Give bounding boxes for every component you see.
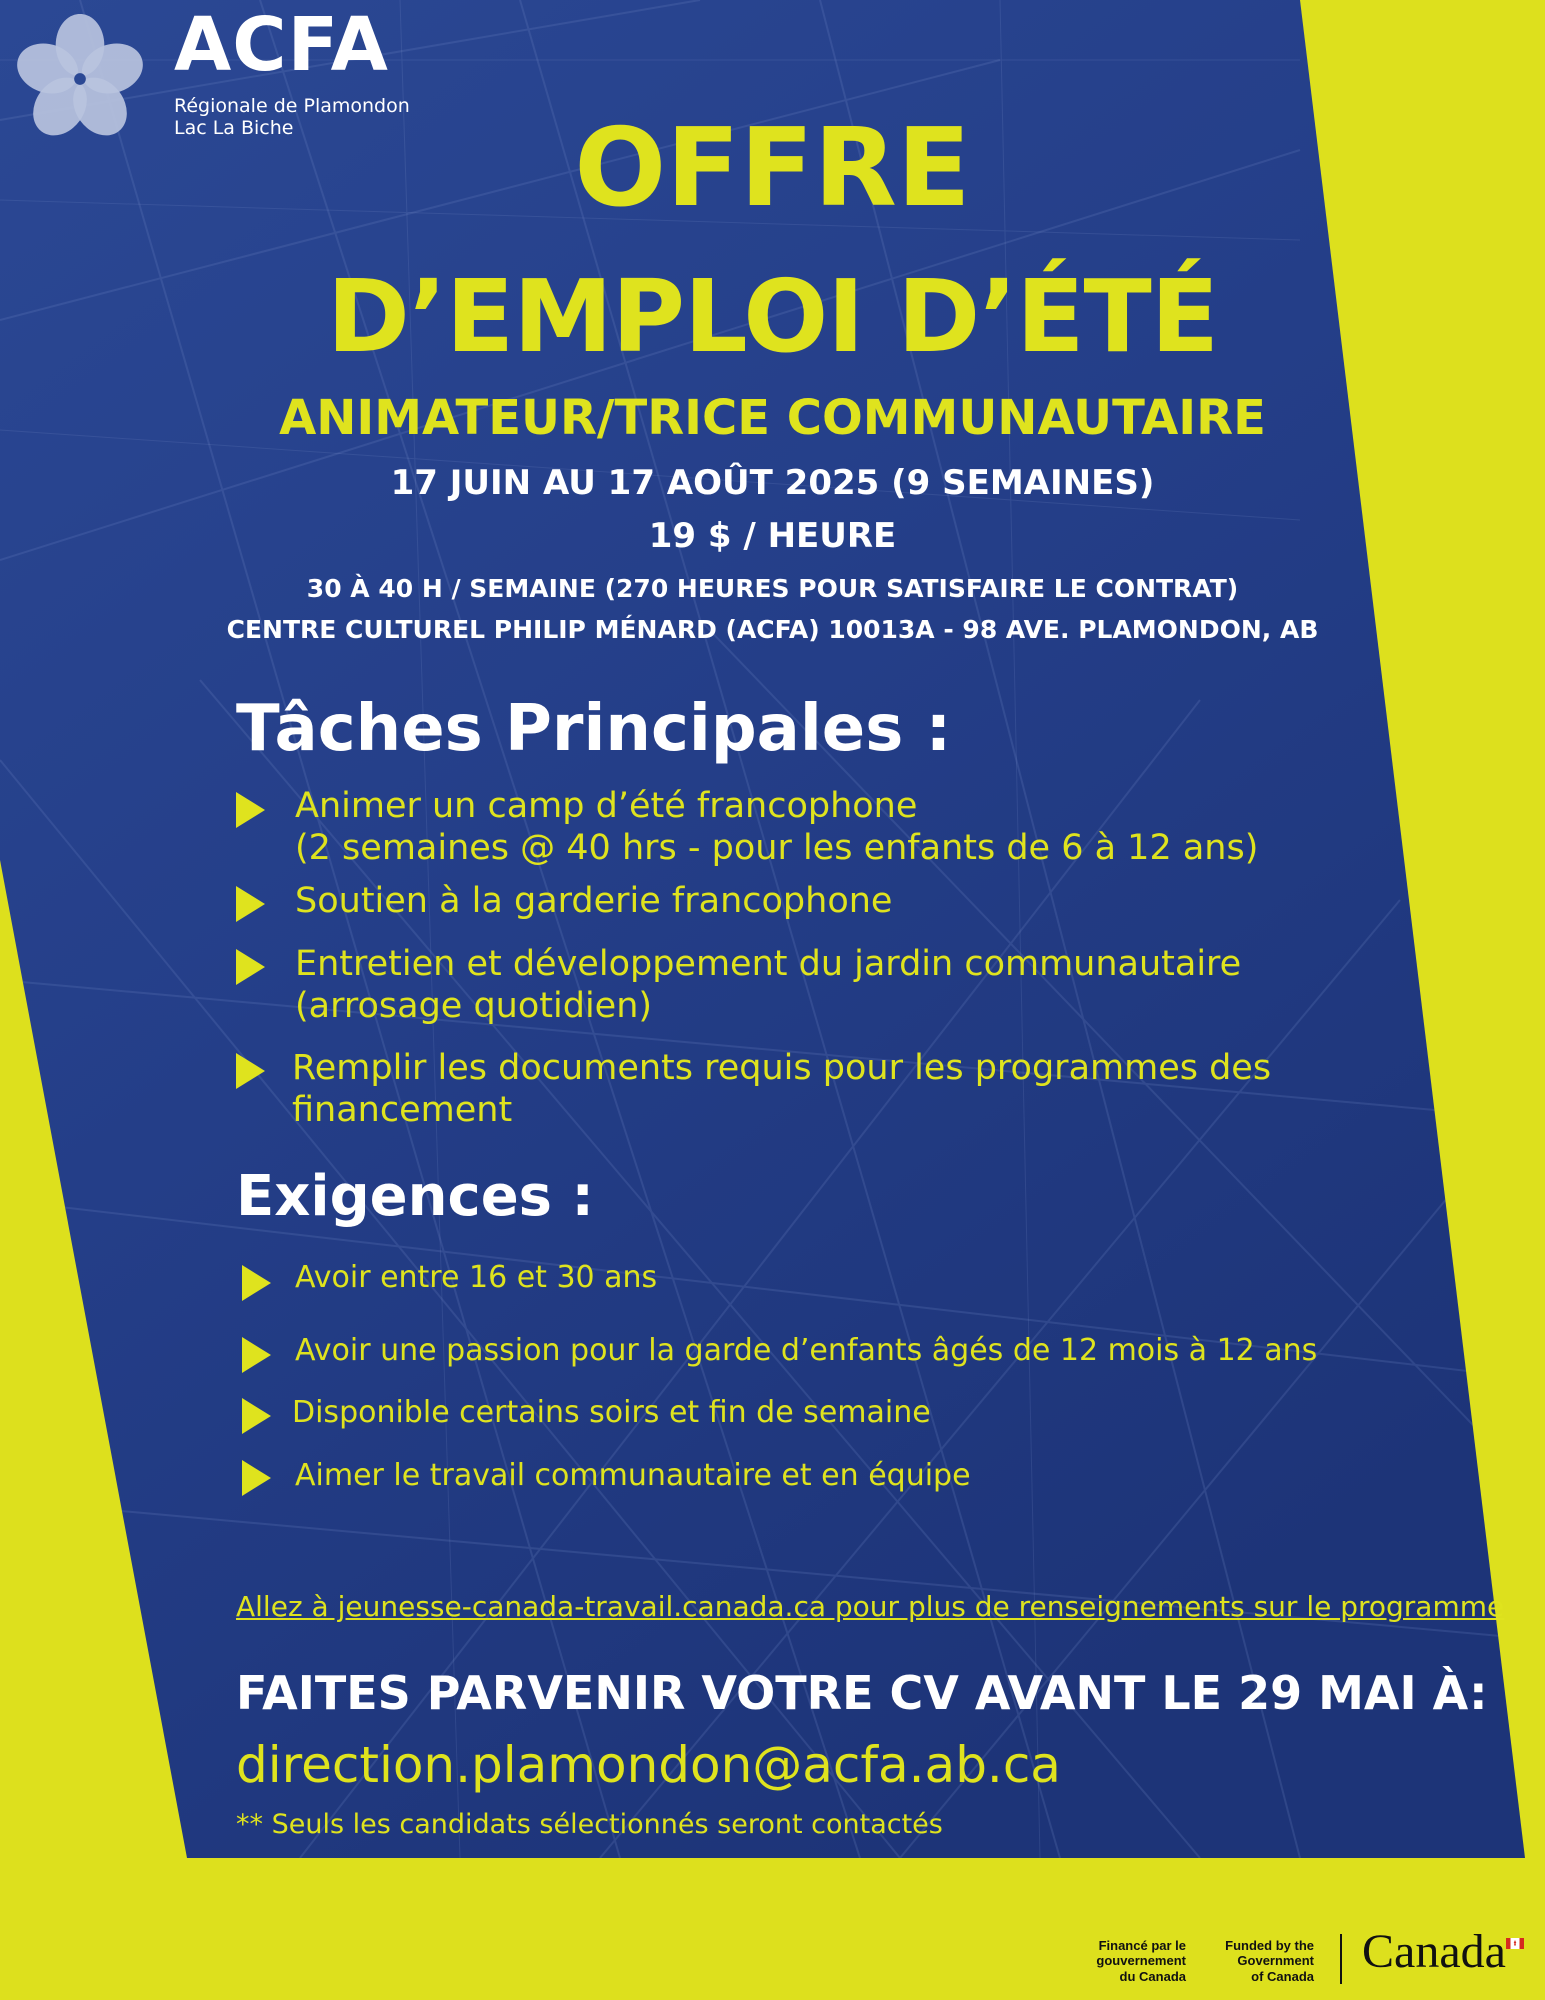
task-item: Entretien et développement du jardin communautaire [295,944,1242,984]
triangle-bullet-icon [242,1398,271,1434]
canada-wordmark: Canada [1362,1925,1506,1978]
funding-text: Financé par le [1098,1938,1186,1953]
requirement-item: Avoir entre 16 et 30 ans [295,1260,658,1295]
cv-deadline: FAITES PARVENIR VOTRE CV AVANT LE 29 MAI À: [236,1666,1488,1720]
contact-email-link[interactable]: direction.plamondon@acfa.ab.ca [236,1736,1061,1794]
selection-note: ** Seuls les candidats sélectionnés seront contactés [236,1809,943,1840]
hourly-wage: 19 $ / HEURE [648,516,897,556]
requirement-item: Avoir une passion pour la garde d’enfants âgés de 12 mois à 12 ans [295,1333,1318,1368]
task-item-detail: (2 semaines @ 40 hrs - pour les enfants de 6 à 12 ans) [295,828,1259,868]
task-item: Animer un camp d’été francophone [295,786,918,826]
job-title: ANIMATEUR/TRICE COMMUNAUTAIRE [279,390,1266,446]
funding-text: gouvernement [1096,1953,1186,1969]
title-line-1: OFFRE [574,106,971,231]
work-location: CENTRE CULTUREL PHILIP MÉNARD (ACFA) 10013A - 98 AVE. PLAMONDON, AB [226,615,1319,644]
triangle-bullet-icon [242,1460,271,1496]
funding-text: Funded by the [1225,1938,1314,1953]
logo-subtitle: Lac La Biche [174,117,294,139]
tasks-heading: Tâches Principales : [236,692,952,766]
task-item-detail: financement [292,1090,513,1130]
funding-text: Government [1237,1953,1314,1969]
funding-text: du Canada [1119,1968,1186,1984]
funding-statement-fr [1046,1938,1186,1984]
task-item: Soutien à la garderie francophone [295,881,893,921]
requirements-heading: Exigences : [236,1164,594,1229]
task-item: Remplir les documents requis pour les programmes des [292,1048,1272,1088]
program-info-link[interactable]: Allez à jeunesse-canada-travail.canada.ca pour plus de renseignements sur le programme [236,1590,1505,1623]
triangle-bullet-icon [236,949,265,985]
triangle-bullet-icon [236,886,265,922]
title-line-2: D’EMPLOI D’ÉTÉ [326,258,1219,375]
triangle-bullet-icon [236,792,265,828]
triangle-bullet-icon [236,1053,265,1089]
funding-text: of Canada [1251,1968,1314,1984]
logo-wordmark: ACFA [174,2,389,88]
employment-dates: 17 JUIN AU 17 AOÛT 2025 (9 SEMAINES) [390,463,1155,503]
logo-subtitle: Régionale de Plamondon [174,95,410,117]
weekly-hours: 30 À 40 H / SEMAINE (270 HEURES POUR SATISFAIRE LE CONTRAT) [306,574,1239,603]
requirement-item: Aimer le travail communautaire et en équipe [295,1458,971,1493]
funding-divider [1340,1934,1342,1984]
task-item-detail: (arrosage quotidien) [295,986,653,1026]
requirement-item: Disponible certains soirs et fin de semaine [292,1395,931,1430]
canada-flag-icon [1506,1938,1524,1949]
funding-statement-en [1196,1938,1314,1984]
triangle-bullet-icon [242,1265,271,1301]
triangle-bullet-icon [242,1337,271,1373]
